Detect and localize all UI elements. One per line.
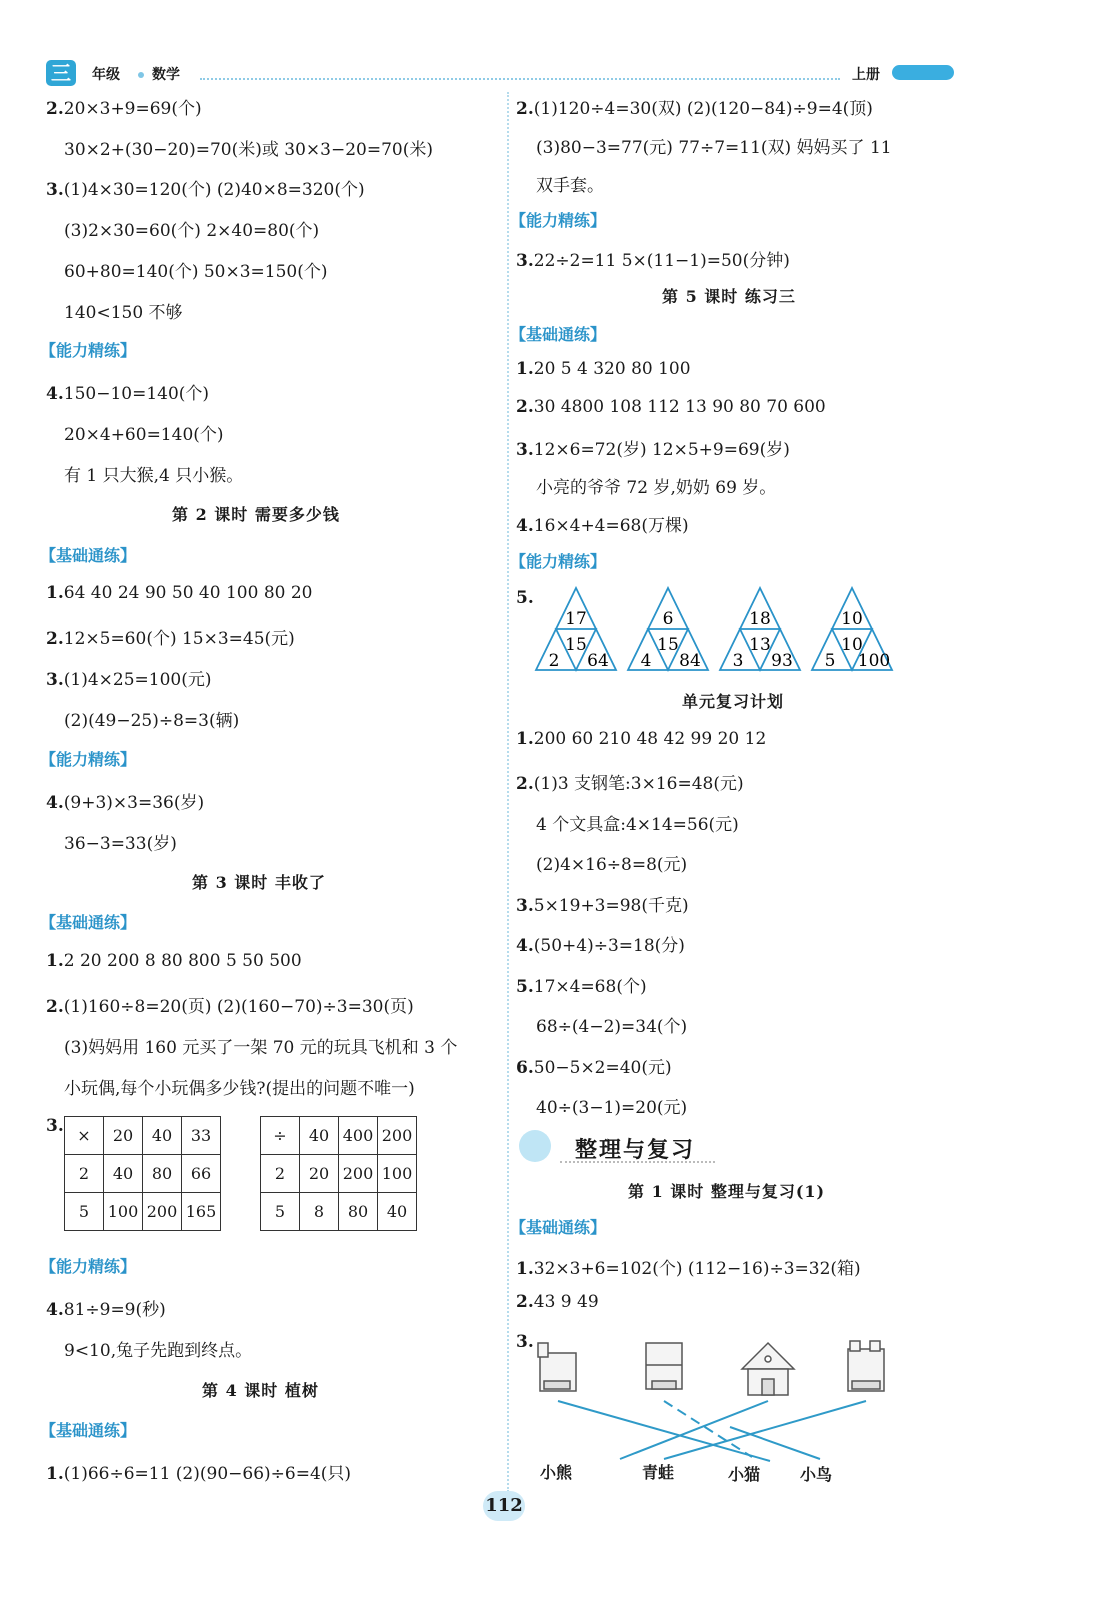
table-cell: 8 [300, 1193, 339, 1231]
table-cell: 40 [378, 1193, 417, 1231]
section-label: 【能力精练】 [510, 211, 607, 230]
table-cell: 40 [300, 1117, 339, 1155]
answer-line: 2.12×5=60(个) 15×3=45(元) [46, 629, 295, 649]
table-cell: 20 [300, 1155, 339, 1193]
answer-line: 68÷(4−2)=34(个) [536, 1017, 688, 1037]
section-label: 【能力精练】 [40, 750, 137, 769]
answer-line: 3.5×19+3=98(千克) [516, 896, 689, 916]
table-cell: 2 [65, 1155, 104, 1193]
answer-line: 4.(50+4)÷3=18(分) [516, 936, 685, 956]
answer-line: (3)妈妈用 160 元买了一架 70 元的玩具飞机和 3 个 [64, 1038, 458, 1058]
lesson-title: 第 1 课时 整理与复习(1) [628, 1182, 826, 1201]
answer-line: 3.(1)4×25=100(元) [46, 670, 212, 690]
unit-icon [519, 1130, 551, 1162]
triangle-number: 18 [749, 609, 771, 629]
triangle-number: 17 [565, 609, 587, 629]
animal-label: 小熊 [540, 1463, 573, 1482]
answer-line: 1.2 20 200 8 80 800 5 50 500 [46, 951, 302, 971]
answer-line: 60+80=140(个) 50×3=150(个) [64, 262, 328, 282]
grade-label: 年级 [92, 67, 120, 83]
review-plan-title: 单元复习计划 [682, 692, 785, 711]
question-number: 5. [516, 588, 534, 608]
triangle-number: 3 [732, 651, 744, 671]
triangle-number: 64 [587, 651, 609, 671]
answer-line: 3.(1)4×30=120(个) (2)40×8=320(个) [46, 180, 365, 200]
multiplication-table [64, 1116, 221, 1231]
table-cell: ÷ [261, 1117, 300, 1155]
table-row [261, 1155, 417, 1193]
section-label: 【能力精练】 [40, 1257, 137, 1276]
answer-line: 有 1 只大猴,4 只小猴。 [64, 466, 244, 486]
answer-line: (3)2×30=60(个) 2×40=80(个) [64, 221, 320, 241]
triangle-number: 93 [771, 651, 793, 671]
volume-label: 上册 [852, 67, 880, 83]
answer-line: 小玩偶,每个小玩偶多少钱?(提出的问题不唯一) [64, 1079, 415, 1099]
table-cell: 80 [143, 1155, 182, 1193]
number-triangles [530, 586, 900, 674]
animal-label: 青蛙 [642, 1463, 675, 1482]
answer-line: 4.16×4+4=68(万棵) [516, 516, 689, 536]
page-number: 112 [483, 1491, 525, 1521]
section-label: 【能力精练】 [40, 341, 137, 360]
answer-line: 1.32×3+6=102(个) (112−16)÷3=32(箱) [516, 1259, 861, 1279]
table-cell: 100 [104, 1193, 143, 1231]
answer-line: 2.20×3+9=69(个) [46, 99, 202, 119]
table-cell: 5 [261, 1193, 300, 1231]
table-cell: × [65, 1117, 104, 1155]
section-label: 【能力精练】 [510, 552, 607, 571]
answer-line: (3)80−3=77(元) 77÷7=11(双) 妈妈买了 11 [536, 138, 892, 158]
answer-line: 3.22÷2=11 5×(11−1)=50(分钟) [516, 251, 790, 271]
separator-dot [138, 72, 144, 78]
answer-line: 4.150−10=140(个) [46, 384, 210, 404]
table-cell: 40 [104, 1155, 143, 1193]
section-label: 【基础通练】 [510, 1218, 607, 1237]
number-triangle [628, 588, 708, 671]
answer-line: 140<150 不够 [64, 303, 183, 323]
animal-label: 小鸟 [800, 1465, 833, 1484]
page-header [0, 0, 1099, 92]
triangle-number: 5 [824, 651, 836, 671]
subject-label: 数学 [152, 67, 180, 83]
table-row [261, 1117, 417, 1155]
house-icon [848, 1341, 884, 1391]
number-triangle [720, 588, 800, 671]
section-label: 【基础通练】 [40, 913, 137, 932]
table-cell: 80 [339, 1193, 378, 1231]
table-cell: 400 [339, 1117, 378, 1155]
table-row [65, 1117, 221, 1155]
triangle-number: 10 [841, 609, 863, 629]
triangle-number: 13 [749, 635, 771, 655]
table-cell: 5 [65, 1193, 104, 1231]
section-label: 【基础通练】 [40, 1421, 137, 1440]
unit-title: 整理与复习 [575, 1138, 696, 1163]
answer-line: 4 个文具盒:4×14=56(元) [536, 815, 739, 835]
volume-badge [892, 65, 954, 80]
table-cell: 200 [378, 1117, 417, 1155]
answer-line: 2.(1)120÷4=30(双) (2)(120−84)÷9=4(顶) [516, 99, 873, 119]
answer-line: (2)(49−25)÷8=3(辆) [64, 711, 240, 731]
section-label: 【基础通练】 [40, 546, 137, 565]
answer-line: 1.(1)66÷6=11 (2)(90−66)÷6=4(只) [46, 1464, 352, 1484]
question-number: 3. [46, 1116, 64, 1136]
table-cell: 20 [104, 1117, 143, 1155]
number-triangle [812, 588, 892, 671]
answer-line: 小亮的爷爷 72 岁,奶奶 69 岁。 [536, 478, 777, 498]
triangle-number: 15 [657, 635, 679, 655]
house-icon [538, 1343, 576, 1391]
table-row [65, 1155, 221, 1193]
table-cell: 200 [339, 1155, 378, 1193]
lesson-title: 第 5 课时 练习三 [662, 287, 796, 306]
triangle-number: 10 [841, 635, 863, 655]
number-triangle [536, 588, 616, 671]
house-icon [742, 1343, 794, 1395]
table-cell: 165 [182, 1193, 221, 1231]
match-line [558, 1401, 770, 1461]
triangle-number: 84 [679, 651, 701, 671]
column-divider [507, 92, 509, 1492]
division-table [260, 1116, 417, 1231]
grade-badge: 三 [46, 60, 76, 86]
answer-line: 1.64 40 24 90 50 40 100 80 20 [46, 583, 313, 603]
table-cell: 100 [378, 1155, 417, 1193]
question-number: 3. [516, 1332, 534, 1352]
answer-line: 30×2+(30−20)=70(米)或 30×3−20=70(米) [64, 140, 433, 160]
triangle-number: 2 [548, 651, 560, 671]
matching-diagram [530, 1335, 900, 1465]
answer-line: 4.(9+3)×3=36(岁) [46, 793, 205, 813]
answer-line: 5.17×4=68(个) [516, 977, 647, 997]
answer-line: 6.50−5×2=40(元) [516, 1058, 672, 1078]
lesson-title: 第 3 课时 丰收了 [192, 873, 326, 892]
table-cell: 33 [182, 1117, 221, 1155]
answer-line: 4.81÷9=9(秒) [46, 1300, 166, 1320]
table-cell: 200 [143, 1193, 182, 1231]
match-line [664, 1401, 752, 1457]
section-label: 【基础通练】 [510, 325, 607, 344]
triangle-number: 15 [565, 635, 587, 655]
answer-line: (2)4×16÷8=8(元) [536, 855, 688, 875]
table-row [261, 1193, 417, 1231]
animal-label: 小猫 [728, 1465, 761, 1484]
table-cell: 2 [261, 1155, 300, 1193]
answer-line: 1.200 60 210 48 42 99 20 12 [516, 729, 767, 749]
table-cell: 40 [143, 1117, 182, 1155]
answer-line: 9<10,兔子先跑到终点。 [64, 1341, 253, 1361]
header-rule [200, 78, 840, 80]
lesson-title: 第 4 课时 植树 [202, 1381, 319, 1400]
unit-underline [560, 1161, 715, 1163]
answer-line: 40÷(3−1)=20(元) [536, 1098, 688, 1118]
answer-line: 1.20 5 4 320 80 100 [516, 359, 691, 379]
table-row [65, 1193, 221, 1231]
answer-line: 2.(1)160÷8=20(页) (2)(160−70)÷3=30(页) [46, 997, 414, 1017]
triangle-number: 6 [662, 609, 674, 629]
answer-line: 2.(1)3 支钢笔:3×16=48(元) [516, 774, 744, 794]
triangle-number: 100 [857, 651, 891, 671]
answer-line: 3.12×6=72(岁) 12×5+9=69(岁) [516, 440, 790, 460]
lesson-title: 第 2 课时 需要多少钱 [172, 505, 340, 524]
answer-line: 20×4+60=140(个) [64, 425, 224, 445]
answer-line: 2.30 4800 108 112 13 90 80 70 600 [516, 397, 826, 417]
answer-line: 2.43 9 49 [516, 1292, 599, 1312]
triangle-number: 4 [640, 651, 652, 671]
answer-line: 36−3=33(岁) [64, 834, 177, 854]
answer-line: 双手套。 [536, 176, 604, 196]
house-icon [646, 1343, 682, 1389]
table-cell: 66 [182, 1155, 221, 1193]
